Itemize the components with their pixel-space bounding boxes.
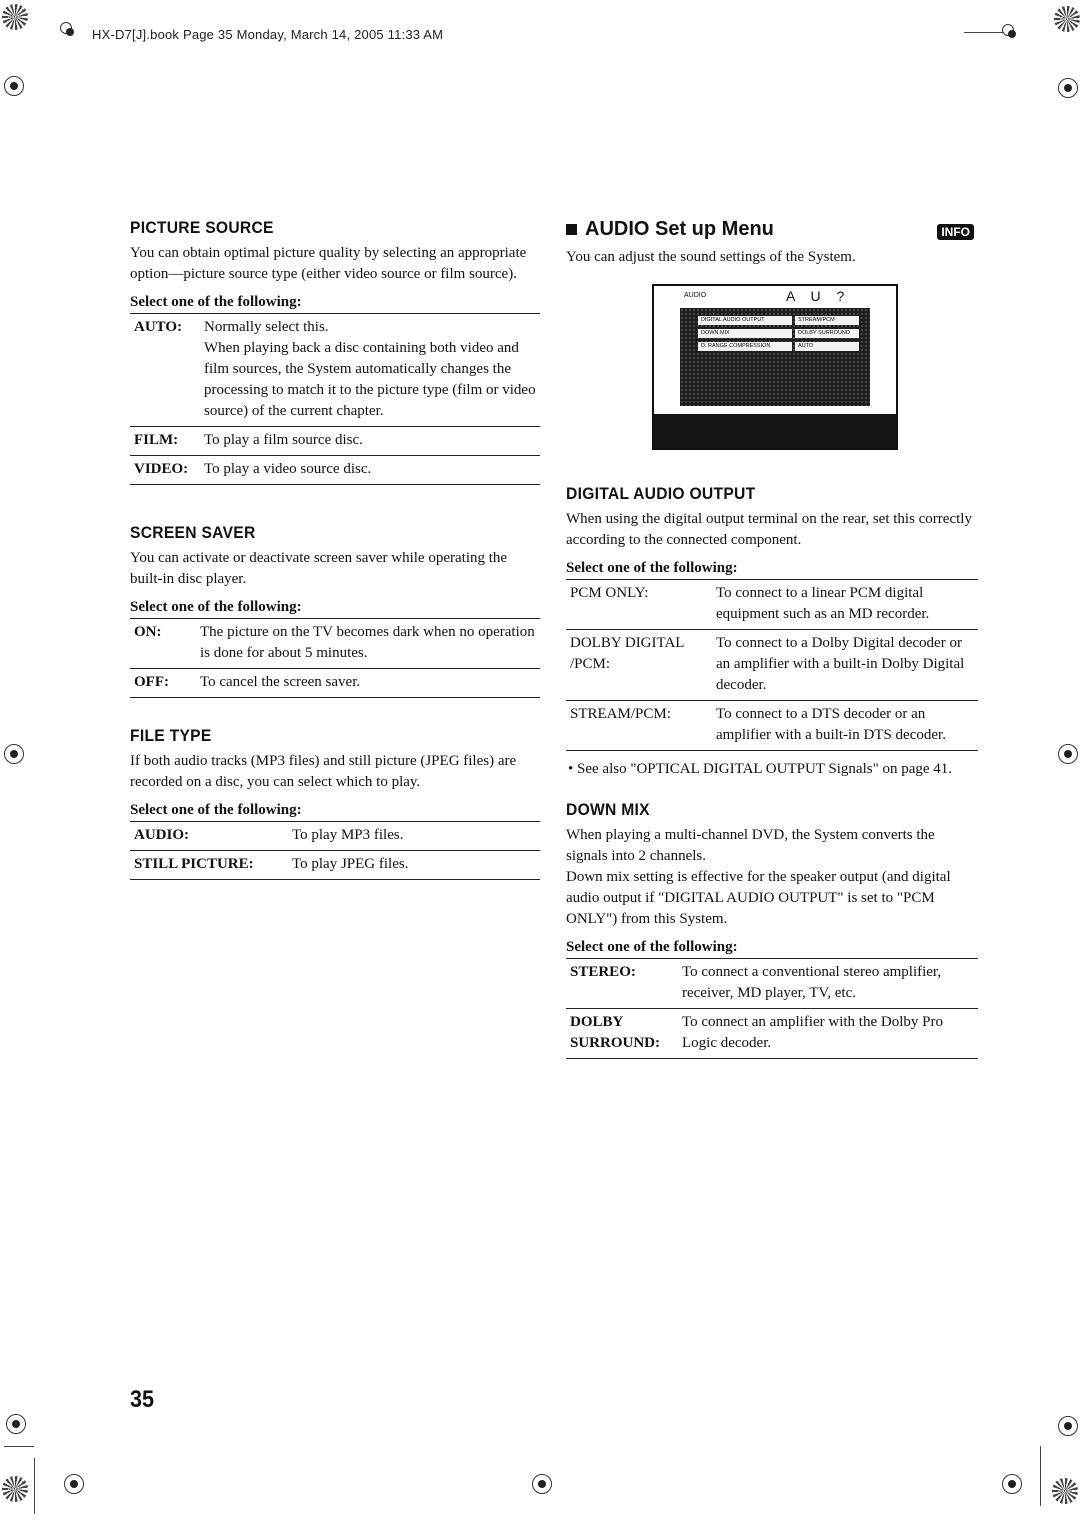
option-desc-line: When playing back a disc containing both video and film sources, the System automatically changes the processing to match it to the picture type (film or video source) of the current chapter. xyxy=(204,340,536,419)
picture-source-heading: PICTURE SOURCE xyxy=(130,218,274,237)
crosshair-mark-icon xyxy=(4,76,24,96)
square-bullet-icon xyxy=(566,224,577,235)
option-row xyxy=(130,851,540,880)
option-key: DOLBY SURROUND: xyxy=(566,1009,678,1059)
option-desc: To play a film source disc. xyxy=(200,427,540,456)
crosshair-mark-icon xyxy=(1058,1416,1078,1436)
option-key: ON: xyxy=(130,619,196,669)
down-mix-section xyxy=(566,800,978,1059)
crosshair-mark-icon xyxy=(1002,1474,1022,1494)
option-key: PCM ONLY: xyxy=(566,580,712,630)
screen-menu-row xyxy=(698,329,859,338)
crosshair-mark-icon xyxy=(60,22,72,34)
crosshair-mark-icon xyxy=(1058,78,1078,98)
down-mix-select-label: Select one of the following: xyxy=(566,939,738,955)
screen-row-name: DOWN MIX xyxy=(698,329,792,338)
digital-audio-output-options xyxy=(566,579,978,751)
down-mix-body-2: Down mix setting is effective for the speaker output (and digital audio output if "DIGITAL AUDIO OUTPUT" is set to "PCM ONLY") from this System. xyxy=(566,869,951,927)
picture-source-section xyxy=(130,218,540,485)
option-key: DOLBY DIGITAL /PCM: xyxy=(566,630,712,701)
option-desc: To connect to a Dolby Digital decoder or an amplifier with a built-in Dolby Digital decoder. xyxy=(712,630,978,701)
option-key: STEREO: xyxy=(566,959,678,1009)
crop-mark xyxy=(964,32,1004,33)
crosshair-mark-icon xyxy=(1058,744,1078,764)
screen-row-name: DIGITAL AUDIO OUTPUT xyxy=(698,316,792,325)
option-desc: To cancel the screen saver. xyxy=(196,669,540,698)
option-key: OFF: xyxy=(130,669,196,698)
option-desc: To play MP3 files. xyxy=(288,822,540,851)
option-desc: To connect to a DTS decoder or an amplifier with a built-in DTS decoder. xyxy=(712,701,978,751)
audio-setup-body: You can adjust the sound settings of the System. xyxy=(566,249,856,265)
screen-menu-icons: A U ? xyxy=(786,288,851,304)
digital-audio-output-section xyxy=(566,484,978,780)
picture-source-options xyxy=(130,313,540,485)
audio-menu-screen-illustration xyxy=(652,284,898,450)
option-desc xyxy=(200,314,540,427)
crosshair-mark-icon xyxy=(4,744,24,764)
option-key: STREAM/PCM: xyxy=(566,701,712,751)
screen-saver-body: You can activate or deactivate screen saver while operating the built-in disc player. xyxy=(130,550,508,587)
option-desc: To play JPEG files. xyxy=(288,851,540,880)
option-desc: To connect an amplifier with the Dolby Pro Logic decoder. xyxy=(678,1009,978,1059)
right-column xyxy=(566,218,978,1059)
registration-wheel-icon xyxy=(1054,6,1080,32)
screen-saver-options xyxy=(130,618,540,698)
screen-row-value: STREAM/PCM xyxy=(795,316,859,325)
crosshair-mark-icon xyxy=(1002,24,1014,36)
option-row xyxy=(566,630,978,701)
left-column xyxy=(130,218,540,880)
option-row xyxy=(130,314,540,427)
down-mix-body: When playing a multi-channel DVD, the System converts the signals into 2 channels. xyxy=(566,827,935,864)
audio-setup-title xyxy=(566,218,978,241)
crop-mark xyxy=(1040,1446,1041,1506)
crosshair-mark-icon xyxy=(532,1474,552,1494)
option-row xyxy=(130,669,540,698)
file-type-select-label: Select one of the following: xyxy=(130,802,302,818)
crosshair-mark-icon xyxy=(6,1414,26,1434)
option-desc: To connect a conventional stereo amplifier, receiver, MD player, TV, etc. xyxy=(678,959,978,1009)
option-key: AUTO: xyxy=(130,314,200,427)
option-key: FILM: xyxy=(130,427,200,456)
screen-menu-row xyxy=(698,342,859,351)
screen-menu-area xyxy=(680,308,870,406)
info-badge: INFO xyxy=(937,224,974,240)
option-desc-line: Normally select this. xyxy=(204,319,329,335)
screen-saver-heading: SCREEN SAVER xyxy=(130,523,256,542)
crop-mark xyxy=(34,1458,35,1514)
option-row xyxy=(130,456,540,485)
page-number: 35 xyxy=(130,1386,155,1413)
option-row xyxy=(130,427,540,456)
screen-row-name: D. RANGE COMPRESSION xyxy=(698,342,792,351)
picture-source-body: You can obtain optimal picture quality by selecting an appropriate option—picture source type (either video source or film source). xyxy=(130,245,527,282)
option-desc: The picture on the TV becomes dark when no operation is done for about 5 minutes. xyxy=(196,619,540,669)
registration-wheel-icon xyxy=(1052,1478,1078,1504)
down-mix-options xyxy=(566,958,978,1059)
option-key: AUDIO: xyxy=(130,822,288,851)
screen-row-value: AUTO xyxy=(795,342,859,351)
option-row xyxy=(130,619,540,669)
option-row xyxy=(566,1009,978,1059)
picture-source-select-label: Select one of the following: xyxy=(130,294,302,310)
option-row xyxy=(566,701,978,751)
screen-saver-section xyxy=(130,523,540,698)
crosshair-mark-icon xyxy=(64,1474,84,1494)
audio-setup-title-text: AUDIO Set up Menu xyxy=(585,218,774,240)
file-type-section xyxy=(130,726,540,880)
registration-wheel-icon xyxy=(2,4,28,30)
optical-output-note: • See also "OPTICAL DIGITAL OUTPUT Signals" on page 41. xyxy=(568,761,953,777)
digital-audio-output-body: When using the digital output terminal on the rear, set this correctly according to the connected component. xyxy=(566,511,972,548)
option-key: VIDEO: xyxy=(130,456,200,485)
file-type-body: If both audio tracks (MP3 files) and still picture (JPEG files) are recorded on a disc, you can select which to play. xyxy=(130,753,517,790)
print-header: HX-D7[J].book Page 35 Monday, March 14, 2005 11:33 AM xyxy=(92,27,444,42)
registration-wheel-icon xyxy=(2,1476,28,1502)
screen-row-value: DOLBY SURROUND xyxy=(795,329,859,338)
crop-mark xyxy=(4,1446,34,1447)
down-mix-heading: DOWN MIX xyxy=(566,800,650,819)
digital-audio-output-heading: DIGITAL AUDIO OUTPUT xyxy=(566,484,756,503)
digital-audio-output-select-label: Select one of the following: xyxy=(566,560,738,576)
option-row xyxy=(566,580,978,630)
option-key: STILL PICTURE: xyxy=(130,851,288,880)
screen-bottom-bar xyxy=(654,414,896,448)
file-type-options xyxy=(130,821,540,880)
file-type-heading: FILE TYPE xyxy=(130,726,212,745)
screen-saver-select-label: Select one of the following: xyxy=(130,599,302,615)
option-row xyxy=(566,959,978,1009)
screen-menu-row xyxy=(698,316,859,325)
option-desc: To connect to a linear PCM digital equipment such as an MD recorder. xyxy=(712,580,978,630)
audio-setup-section xyxy=(566,218,978,450)
screen-label: AUDIO xyxy=(684,292,707,299)
option-row xyxy=(130,822,540,851)
option-desc: To play a video source disc. xyxy=(200,456,540,485)
screen-top-bar xyxy=(654,286,896,306)
